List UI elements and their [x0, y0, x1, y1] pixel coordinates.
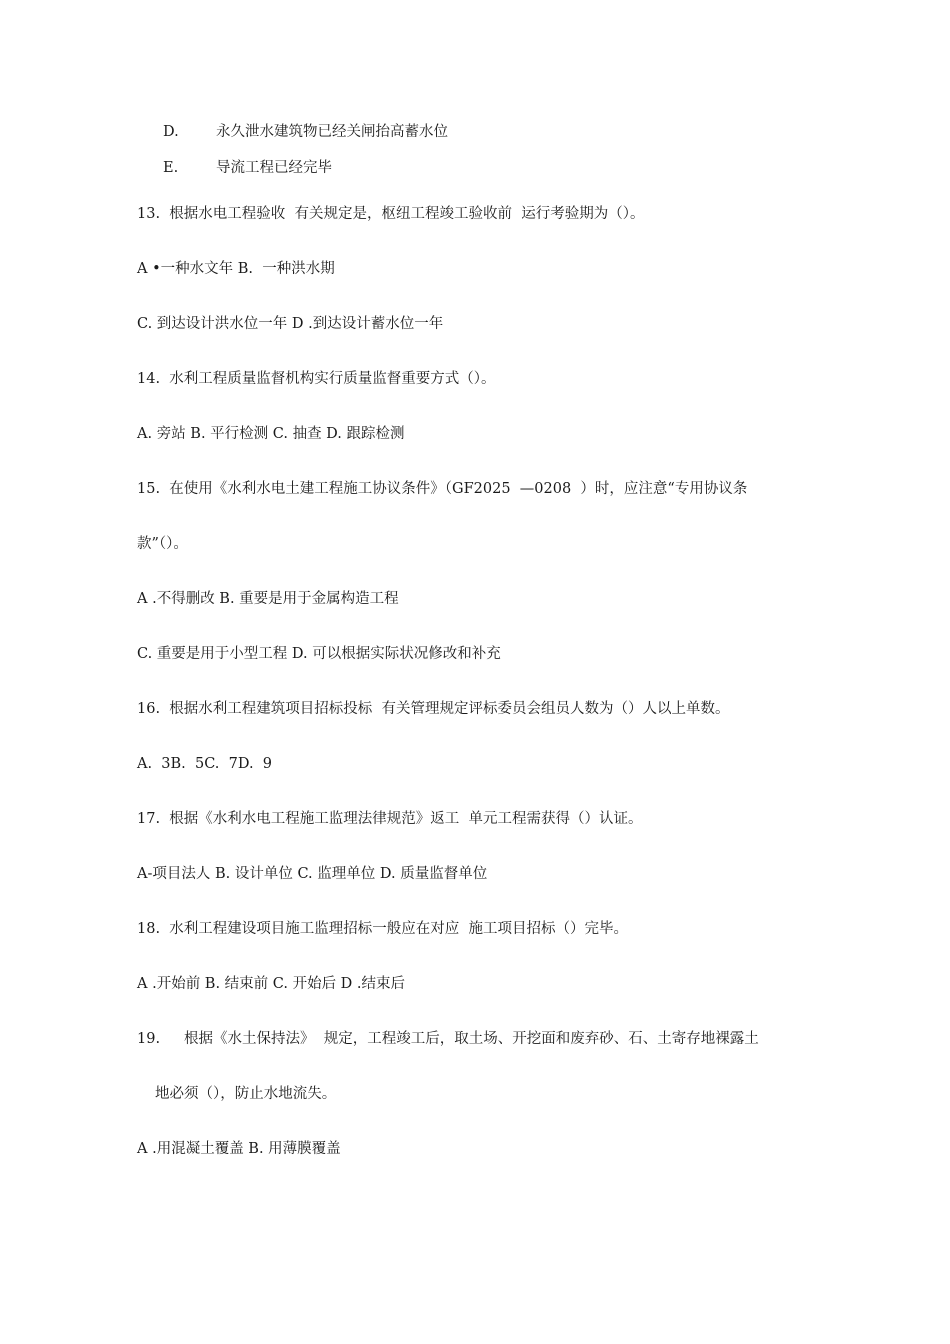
question-18-options: A .开始前 B. 结束前 C. 开始后 D .结束后 [137, 976, 406, 992]
question-15-line-2: 款”（）。 [137, 536, 188, 552]
question-14: 14. 水利工程质量监督机构实行质量监督重要方式（）。 [137, 371, 496, 387]
question-16: 16. 根据水利工程建筑项目招标投标 有关管理规定评标委员会组员人数为（）人以上单数。 [137, 701, 730, 717]
question-13-options-2: C. 到达设计洪水位一年 D .到达设计蓄水位一年 [137, 316, 444, 332]
question-19-options: A .用混凝土覆盖 B. 用薄膜覆盖 [137, 1141, 341, 1157]
option-d-letter: D. [163, 124, 179, 140]
question-18: 18. 水利工程建设项目施工监理招标一般应在对应 施工项目招标（）完毕。 [137, 921, 628, 937]
question-19-number: 19. [137, 1031, 161, 1047]
question-17: 17. 根据《水利水电工程施工监理法律规范》返工 单元工程需获得（）认证。 [137, 811, 643, 827]
question-15-options-2: C. 重要是用于小型工程 D. 可以根据实际状况修改和补充 [137, 646, 501, 662]
question-15-line-1: 15. 在使用《水利水电土建工程施工协议条件》（GF2025 —0208 ）时，应注意“专用协议条 [137, 481, 748, 497]
question-15-options-1: A .不得删改 B. 重要是用于金属构造工程 [137, 591, 399, 607]
option-e-letter: E. [163, 160, 179, 176]
question-19-line-2: 地必须（），防止水地流失。 [155, 1086, 337, 1102]
option-e-text: 导流工程已经完毕 [216, 160, 332, 176]
question-13: 13. 根据水电工程验收 有关规定是，枢纽工程竣工验收前 运行考验期为（）。 [137, 206, 645, 222]
question-16-options: A. 3B. 5C. 7D. 9 [137, 756, 273, 772]
question-14-options: A. 旁站 B. 平行检测 C. 抽查 D. 跟踪检测 [137, 426, 405, 442]
question-13-options-1: A •一种水文年 B. 一种洪水期 [137, 261, 335, 277]
question-19-line-1: 根据《水土保持法》 规定，工程竣工后，取土场、开挖面和废弃砂、石、土寄存地裸露土 [184, 1031, 759, 1047]
question-17-options: A-项目法人 B. 设计单位 C. 监理单位 D. 质量监督单位 [137, 866, 488, 882]
option-d-text: 永久泄水建筑物已经关闸抬高蓄水位 [216, 124, 448, 140]
